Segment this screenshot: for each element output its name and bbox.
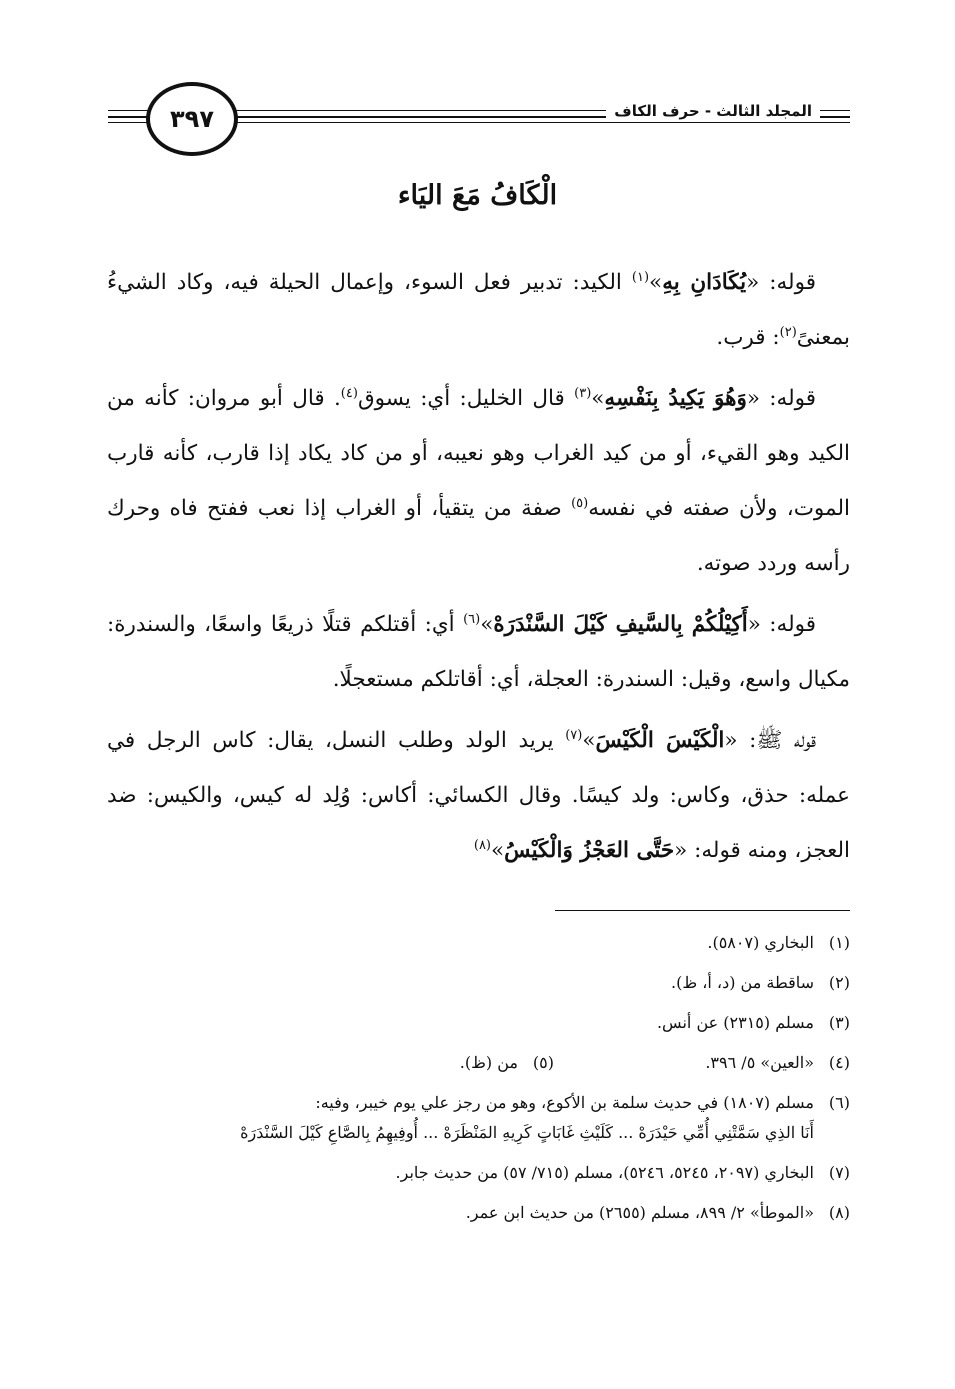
footnote-ref: (٥) [571, 495, 589, 511]
paragraph: قوله: «وَهُوَ يَكِيدُ بِنَفْسِهِ»$^{(٣)}$ قال الخليل: أي: يسوق$^{(٤)}$. قال أبو مروان: كأنه من الكيد وهو القيء، أو من كيد الغراب وهو نعيبه، أو من كاد يكاد إذا قارب، كأنه قارب الموت، ولأن صفته في نفسه$^{(٥)}$ صفة من يتقيأ، أو الغراب إذا نعب ففتح فاه وحرك رأسه وردد صوته. [107, 385, 850, 576]
footnote-ref: (٤) [340, 385, 358, 401]
footnote-text: مسلم (٢٣١٥) عن أنس. [656, 1013, 814, 1032]
footnote-number: (٥) [532, 1053, 554, 1072]
footnote [107, 1048, 850, 1078]
footnote-ref: (١) [631, 269, 650, 285]
footnote-number: (٣) [828, 1013, 850, 1032]
page-header [108, 80, 850, 160]
footnote-separator [555, 910, 850, 911]
footnote-number: (٤) [828, 1053, 850, 1072]
footnote-number: (١) [828, 933, 850, 952]
footnote-number: (٧) [828, 1163, 850, 1182]
footnote-ref: (٧) [565, 727, 583, 743]
main-text [107, 255, 850, 884]
footnote-ref: (٦) [463, 611, 481, 627]
footnote-number: (٢) [828, 973, 850, 992]
footnote-verse: أَنَا الذِي سَمَّتْنِي أُمِّي حَيْدَرَهْ ... كَلَيْثِ غَابَاتٍ كَرِيهِ المَنْظَرَهْ ... أُوفِيهِمُ بِالصَّاعِ كَيْلَ السَّنْدَرَهْ [240, 1123, 814, 1142]
footnote-text: البخاري (٥٨٠٧). [707, 933, 814, 952]
quoted-hadith: وَهُوَ يَكِيدُ بِنَفْسِهِ [604, 386, 747, 411]
quoted-hadith: أَكِيْلُكُمْ بِالسَّيفِ كَيْلَ السَّنْدَرَهْ [493, 612, 748, 637]
footnote-text: البخاري (٢٠٩٧، ٥٢٤٥، ٥٢٤٦)، مسلم (٧١٥/ ٥٧) من حديث جابر. [395, 1163, 814, 1182]
footnote [107, 1088, 850, 1148]
footnotes [107, 928, 850, 1238]
quoted-hadith: حَتَّى العَجْزُ وَالْكَيْسُ [504, 838, 675, 863]
paragraph: قوله: «أَكِيْلُكُمْ بِالسَّيفِ كَيْلَ السَّنْدَرَهْ»$^{(٦)}$ أي: أقتلكم قتلًا ذريعًا واسعًا، والسندرة: مكيال واسع، وقيل: السندرة: العجلة، أي: أقاتلكم مستعجلًا. [107, 611, 850, 692]
footnote [107, 1158, 850, 1188]
running-title: المجلد الثالث - حرف الكاف [606, 102, 820, 120]
footnote-text: ساقطة من (د، أ، ظ). [671, 973, 814, 992]
footnote [107, 1008, 850, 1038]
page-number: ٣٩٧ [146, 82, 238, 156]
footnote-text: «الموطأ» ٢/ ٨٩٩، مسلم (٢٦٥٥) من حديث ابن عمر. [465, 1203, 814, 1222]
footnote-ref: (٣) [574, 385, 592, 401]
footnote [107, 1198, 850, 1228]
footnote-ref: (٨) [473, 837, 491, 853]
footnote-text: «العين» ٥/ ٣٩٦. [705, 1053, 814, 1072]
footnote-number: (٨) [828, 1203, 850, 1222]
footnote-ref: (٢) [779, 324, 797, 340]
paragraph: قوله: «يُكَادَانِ بِهِ»$^{(١)}$ الكيد: تدبير فعل السوء، وإعمال الحيلة فيه، وكاد الشيءُ بمعنىً$^{(٢)}$: قرب. [107, 269, 850, 350]
footnote [107, 968, 850, 998]
paragraph: قوله ﷺ: «الْكَيْسَ الْكَيْسَ»$^{(٧)}$ يريد الولد وطلب النسل، يقال: كاس الرجل في عمله: حذق، وكاس: ولد كيسًا. وقال الكسائي: أكاس: وُلِد له كيس، والكيس: ضد العجز، ومنه قوله: «حَتَّى العَجْزُ وَالْكَيْسُ»$^{(٨)}$ [107, 727, 850, 863]
footnote-number: (٦) [828, 1093, 850, 1112]
quoted-hadith: الْكَيْسَ الْكَيْسَ [595, 728, 725, 753]
footnote [107, 928, 850, 958]
footnote-text: من (ظ). [459, 1053, 518, 1072]
quoted-hadith: يُكَادَانِ بِهِ [662, 270, 747, 295]
chapter-title: الْكَافُ مَعَ اليَاء [397, 180, 558, 211]
footnote-text: مسلم (١٨٠٧) في حديث سلمة بن الأكوع، وهو من رجز علي يوم خيبر، وفيه: [315, 1093, 814, 1112]
